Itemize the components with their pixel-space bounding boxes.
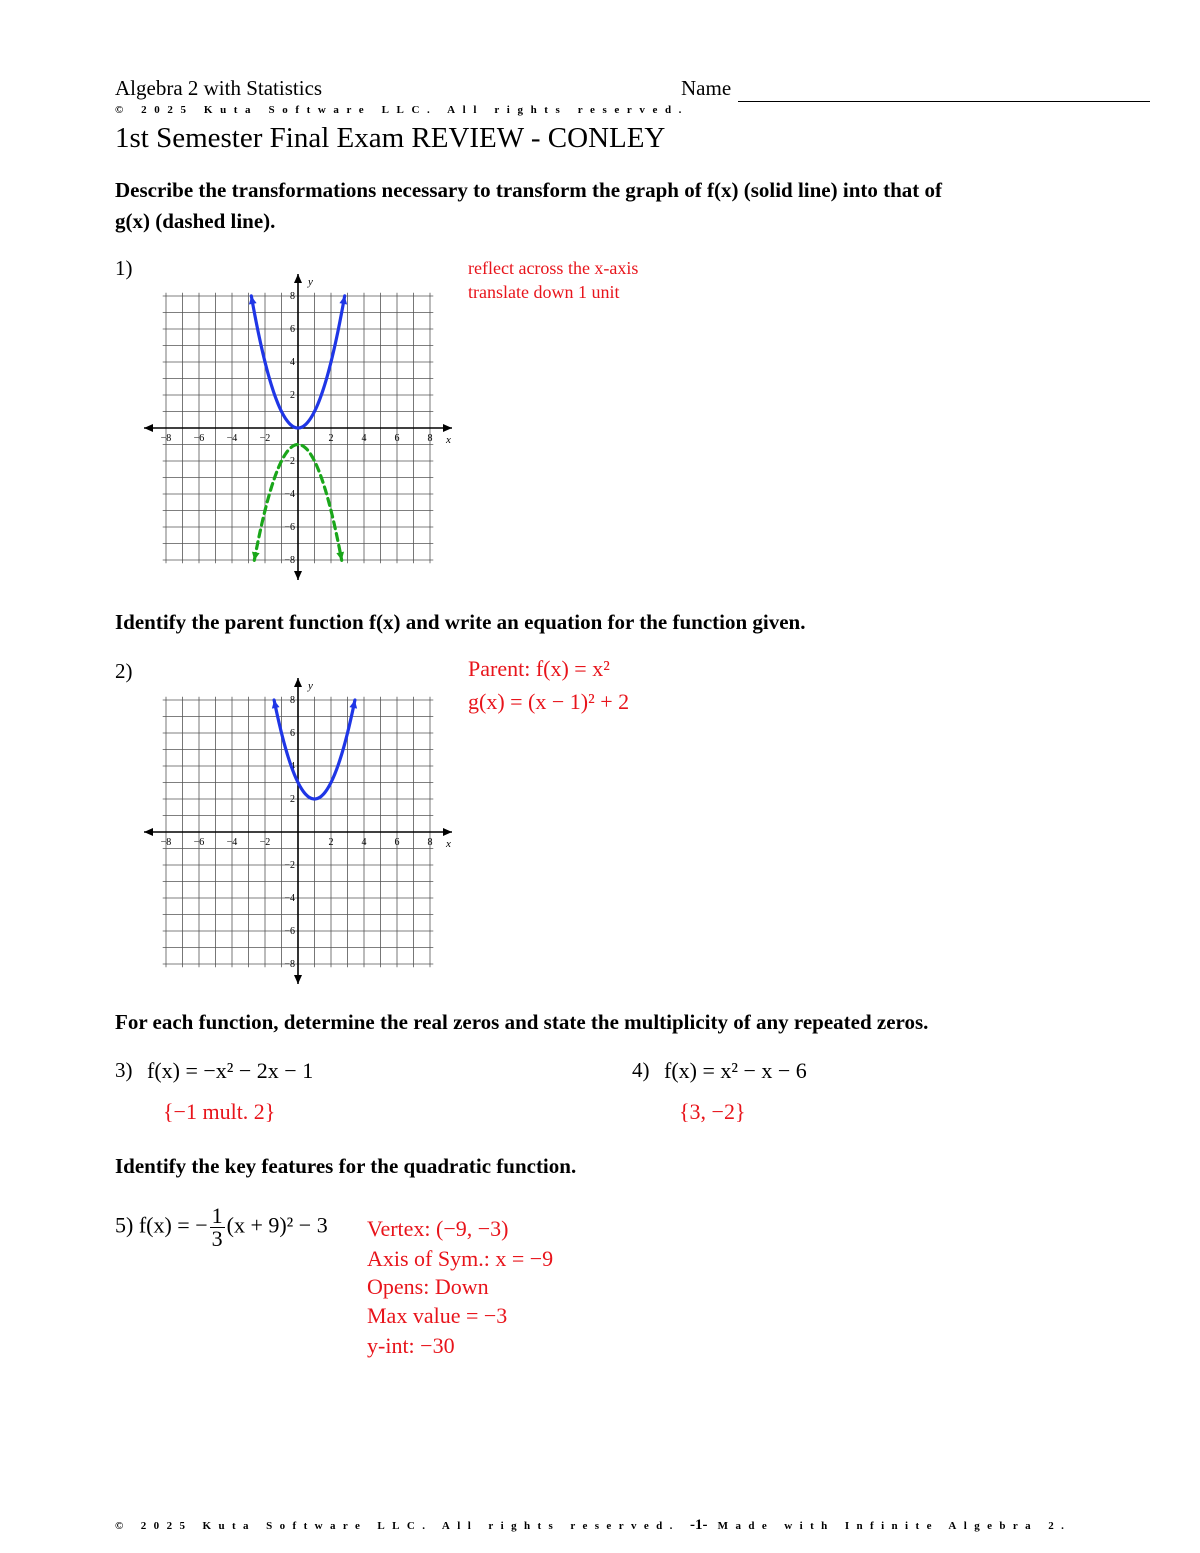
q5-fraction-numerator: 1 <box>211 1203 223 1228</box>
x-axis-arrow-left <box>144 828 153 836</box>
q5-number: 5) <box>115 1212 134 1238</box>
x-tick-label: −6 <box>193 433 205 444</box>
y-tick-label: 6 <box>290 728 295 739</box>
q3-function: f(x) = −x² − 2x − 1 <box>147 1058 314 1083</box>
y-tick-label: −2 <box>284 860 295 871</box>
y-axis-label: y <box>308 276 313 288</box>
q5-function-block <box>115 1205 328 1250</box>
y-axis-arrow-down <box>294 975 302 984</box>
name-blank-line[interactable] <box>738 101 1150 102</box>
x-tick-label: 6 <box>394 433 400 444</box>
q5-fraction-denominator: 3 <box>211 1226 223 1251</box>
section2-instruction: Identify the parent function f(x) and write an equation for the function given. <box>115 610 806 634</box>
x-tick-label: −6 <box>193 837 205 848</box>
q5-answer-max: Max value = −3 <box>367 1303 508 1328</box>
q4-number: 4) <box>632 1058 650 1082</box>
q1-answer-line2: translate down 1 unit <box>468 282 620 302</box>
footer-made-with: Made with Infinite Algebra 2. <box>717 1520 1072 1532</box>
y-tick-label: −4 <box>284 893 295 904</box>
x-axis-label: x <box>446 434 451 446</box>
x-tick-label: 4 <box>361 433 367 444</box>
x-tick-label: −4 <box>226 433 238 444</box>
q2-number: 2) <box>115 659 133 683</box>
x-tick-label: 8 <box>427 433 433 444</box>
x-tick-label: −2 <box>259 837 271 848</box>
y-axis-arrow-down <box>294 571 302 580</box>
x-tick-label: 2 <box>328 433 334 444</box>
x-axis-arrow-right <box>443 424 452 432</box>
section1-instruction-line1: Describe the transformations necessary to transform the graph of f(x) (solid line) into that of <box>115 178 943 202</box>
y-tick-label: 8 <box>290 695 295 706</box>
q5-function-prefix: f(x) = − <box>138 1212 208 1238</box>
x-axis-label: x <box>446 838 451 850</box>
x-axis-arrow-right <box>443 828 452 836</box>
y-tick-label: −6 <box>284 522 295 533</box>
y-axis-arrow-up <box>294 274 302 283</box>
q5-function-suffix: (x + 9)² − 3 <box>226 1212 328 1238</box>
y-tick-label: 2 <box>290 794 295 805</box>
q2-answer-parent: Parent: f(x) = x² <box>468 656 610 681</box>
y-tick-label: −6 <box>284 926 295 937</box>
x-tick-label: −2 <box>259 433 271 444</box>
section1-instruction-line2: g(x) (dashed line). <box>115 209 276 233</box>
q3-answer: {−1 mult. 2} <box>163 1099 276 1124</box>
x-tick-label: −4 <box>226 837 238 848</box>
q3-number: 3) <box>115 1058 133 1082</box>
y-tick-label: 2 <box>290 390 295 401</box>
page-title: 1st Semester Final Exam REVIEW - CONLEY <box>115 122 666 154</box>
footer <box>115 1517 1071 1534</box>
q5-answer-vertex: Vertex: (−9, −3) <box>367 1216 509 1241</box>
y-tick-label: 8 <box>290 291 295 302</box>
y-tick-label: 4 <box>290 357 295 368</box>
q1-answer-line1: reflect across the x-axis <box>468 258 639 278</box>
footer-copyright: © 2025 Kuta Software LLC. All rights reserved. <box>115 1520 680 1532</box>
x-axis-arrow-left <box>144 424 153 432</box>
q4-function: f(x) = x² − x − 6 <box>664 1058 807 1083</box>
q5-answer-yint: y-int: −30 <box>367 1333 455 1358</box>
copyright-header: © 2025 Kuta Software LLC. All rights reserved. <box>115 104 690 116</box>
q5-answer-opens: Opens: Down <box>367 1274 489 1299</box>
y-tick-label: 6 <box>290 324 295 335</box>
section4-instruction: Identify the key features for the quadratic function. <box>115 1154 577 1178</box>
q1-graph <box>140 272 460 584</box>
y-tick-label: −8 <box>284 555 295 566</box>
q2-graph <box>140 676 460 988</box>
y-axis-label: y <box>308 680 313 692</box>
footer-page-number: -1- <box>690 1517 708 1533</box>
x-tick-label: 4 <box>361 837 367 848</box>
name-label: Name <box>681 76 732 100</box>
x-tick-label: −8 <box>160 433 172 444</box>
q4-answer: {3, −2} <box>679 1099 746 1124</box>
y-tick-label: −4 <box>284 489 295 500</box>
x-tick-label: 2 <box>328 837 334 848</box>
q5-answer-axis: Axis of Sym.: x = −9 <box>367 1246 554 1271</box>
q1-number: 1) <box>115 256 133 280</box>
x-tick-label: −8 <box>160 837 172 848</box>
y-tick-label: 4 <box>290 761 295 772</box>
course-title: Algebra 2 with Statistics <box>115 76 323 100</box>
y-tick-label: −8 <box>284 959 295 970</box>
q2-answer-equation: g(x) = (x − 1)² + 2 <box>468 689 630 714</box>
q5-fraction <box>210 1205 225 1250</box>
x-tick-label: 6 <box>394 837 400 848</box>
section3-instruction: For each function, determine the real zeros and state the multiplicity of any repeated zeros. <box>115 1010 929 1034</box>
y-axis-arrow-up <box>294 678 302 687</box>
x-tick-label: 8 <box>427 837 433 848</box>
y-tick-label: −2 <box>284 456 295 467</box>
